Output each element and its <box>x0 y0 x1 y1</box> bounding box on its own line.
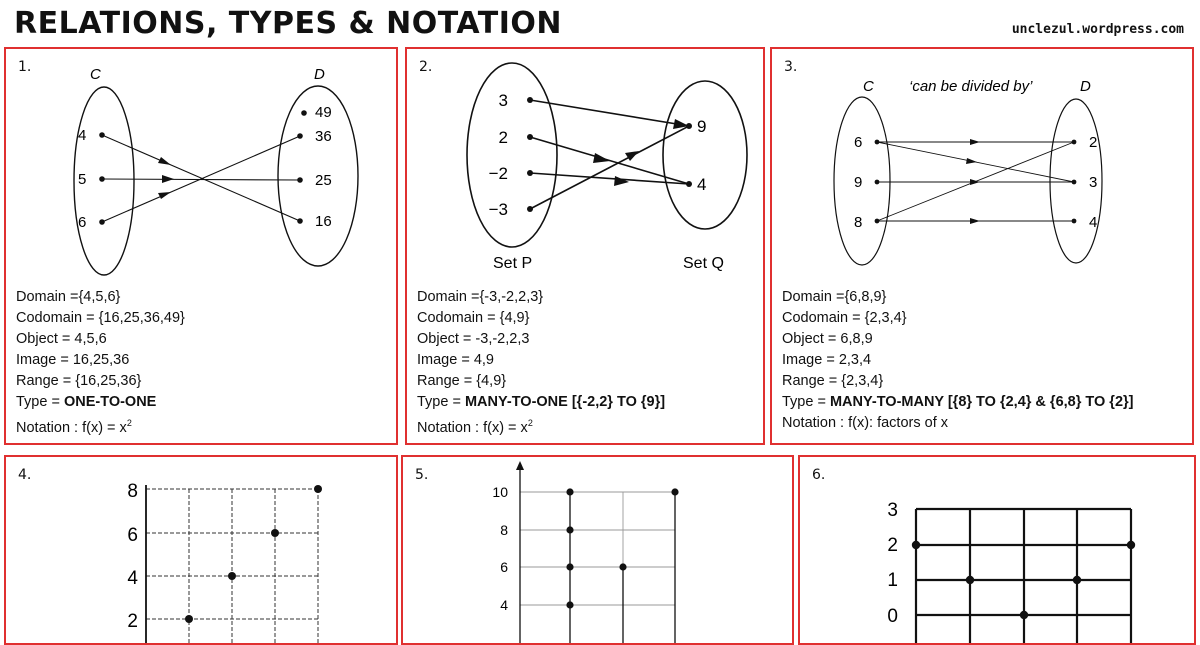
point-dot <box>228 572 236 580</box>
point-dot <box>671 488 678 495</box>
y-tick-label: 8 <box>127 481 138 502</box>
arrowhead <box>966 158 977 164</box>
point-dot <box>1073 576 1081 584</box>
y-tick-label: 4 <box>127 568 138 589</box>
range-text: Range = {4,9} <box>417 373 507 389</box>
set-left-label: Set P <box>493 255 533 272</box>
panel-1 <box>4 47 398 445</box>
relation-details <box>16 287 185 439</box>
element-label: 9 <box>697 117 707 136</box>
point-dot <box>1127 541 1135 549</box>
point-dot <box>566 488 573 495</box>
domain-text: Domain ={4,5,6} <box>16 289 121 305</box>
point-dot <box>912 541 920 549</box>
arrowhead <box>158 192 171 199</box>
site-url: unclezul.wordpress.com <box>1011 22 1184 37</box>
mapping-arrow <box>530 137 689 184</box>
type-value: MANY-TO-MANY [{8} TO {2,4} & {6,8} TO {2}] <box>829 394 1134 410</box>
panel-number: 6. <box>812 467 826 483</box>
element-label: 4 <box>697 175 707 194</box>
arrowhead <box>625 151 639 161</box>
mapping-arrow <box>102 135 300 221</box>
codomain-text: Codomain = {16,25,36,49} <box>16 310 185 326</box>
element-label: 4 <box>78 127 87 144</box>
panel-4 <box>4 455 398 645</box>
arrow-diagram <box>772 49 1194 289</box>
y-tick-label: 2 <box>127 611 138 632</box>
element-label: −2 <box>488 164 508 183</box>
y-tick-label: 0 <box>887 606 898 627</box>
element-label: −3 <box>488 200 508 219</box>
panel-5 <box>401 455 794 645</box>
notation-exponent: 2 <box>527 418 533 428</box>
object-text: Object = 6,8,9 <box>782 331 873 347</box>
set-q-oval <box>663 81 747 229</box>
type-line <box>782 392 1134 413</box>
arrow-diagram <box>6 49 398 289</box>
y-tick-label: 10 <box>492 484 508 500</box>
set-left-label: C <box>90 66 101 83</box>
y-tick-label: 4 <box>500 597 508 613</box>
notation-exponent: 2 <box>126 418 132 428</box>
element-label: 3 <box>1089 174 1098 191</box>
relation-label: ‘can be divided by’ <box>909 78 1033 95</box>
point-dot <box>619 563 626 570</box>
point-dot <box>566 563 573 570</box>
codomain-text: Codomain = {4,9} <box>417 310 530 326</box>
notation-text: Notation : f(x) = x <box>417 419 528 436</box>
element-label: 6 <box>78 214 87 231</box>
set-p-oval <box>467 63 557 247</box>
type-value: MANY-TO-ONE [{-2,2} TO {9}] <box>464 394 666 410</box>
arrowhead <box>970 139 980 145</box>
graph-6 <box>800 457 1196 645</box>
notation-text: Notation : f(x) = x <box>16 419 127 436</box>
panel-6 <box>798 455 1196 645</box>
y-tick-label: 6 <box>500 559 508 575</box>
point-dot <box>314 485 322 493</box>
point-dot <box>566 526 573 533</box>
element-label: 49 <box>315 104 332 121</box>
panel-3 <box>770 47 1194 445</box>
graph-4 <box>6 457 398 645</box>
panel-number: 3. <box>784 59 798 75</box>
panel-number: 1. <box>18 59 32 75</box>
y-axis-arrowhead <box>516 461 524 470</box>
element-label: 2 <box>1089 134 1098 151</box>
type-line <box>417 392 665 413</box>
notation-text: Notation : f(x): factors of x <box>782 415 948 431</box>
type-label: Type = <box>417 394 465 410</box>
range-text: Range = {16,25,36} <box>16 373 142 389</box>
panel-number: 2. <box>419 59 433 75</box>
point-dot <box>185 615 193 623</box>
type-label: Type = <box>782 394 830 410</box>
set-right-label: Set Q <box>683 255 724 272</box>
image-text: Image = 16,25,36 <box>16 352 130 368</box>
panel-number: 4. <box>18 467 32 483</box>
element-label: 3 <box>498 91 508 110</box>
point-dot <box>301 110 307 116</box>
arrowhead <box>162 175 174 183</box>
relation-details <box>417 287 665 439</box>
y-tick-label: 3 <box>887 500 898 521</box>
notation-line <box>782 413 1134 434</box>
y-tick-label: 1 <box>887 570 898 591</box>
graph-5 <box>403 457 794 645</box>
domain-text: Domain ={6,8,9} <box>782 289 887 305</box>
set-right-label: D <box>314 66 325 83</box>
point-dot <box>566 601 573 608</box>
panel-2 <box>405 47 765 445</box>
panel-number: 5. <box>415 467 429 483</box>
type-value: ONE-TO-ONE <box>63 394 157 410</box>
object-text: Object = 4,5,6 <box>16 331 107 347</box>
element-label: 16 <box>315 213 332 230</box>
object-text: Object = -3,-2,2,3 <box>417 331 530 347</box>
arrowhead <box>593 153 610 163</box>
image-text: Image = 2,3,4 <box>782 352 872 368</box>
range-text: Range = {2,3,4} <box>782 373 884 389</box>
element-label: 6 <box>854 134 863 151</box>
y-tick-label: 8 <box>500 522 508 538</box>
relation-details <box>782 287 1134 434</box>
arrowhead <box>614 176 629 186</box>
notation-line <box>417 413 665 439</box>
arrowhead <box>158 157 171 165</box>
mapping-arrow <box>530 126 689 209</box>
type-label: Type = <box>16 394 64 410</box>
y-tick-label: 2 <box>887 535 898 556</box>
element-label: 2 <box>498 128 508 147</box>
set-left-label: C <box>863 78 874 95</box>
element-label: 25 <box>315 172 332 189</box>
codomain-text: Codomain = {2,3,4} <box>782 310 907 326</box>
set-right-label: D <box>1080 78 1091 95</box>
point-dot <box>966 576 974 584</box>
type-line <box>16 392 185 413</box>
element-label: 9 <box>854 174 863 191</box>
page-title: RELATIONS, TYPES & NOTATION <box>14 6 562 41</box>
arrow-diagram <box>407 49 765 289</box>
image-text: Image = 4,9 <box>417 352 494 368</box>
element-label: 36 <box>315 128 332 145</box>
point-dot <box>271 529 279 537</box>
element-label: 4 <box>1089 214 1098 231</box>
element-label: 8 <box>854 214 863 231</box>
point-dot <box>1020 611 1028 619</box>
element-label: 5 <box>78 171 87 188</box>
notation-line <box>16 413 185 439</box>
y-tick-label: 6 <box>127 525 138 546</box>
arrowhead <box>970 218 980 224</box>
domain-text: Domain ={-3,-2,2,3} <box>417 289 544 305</box>
